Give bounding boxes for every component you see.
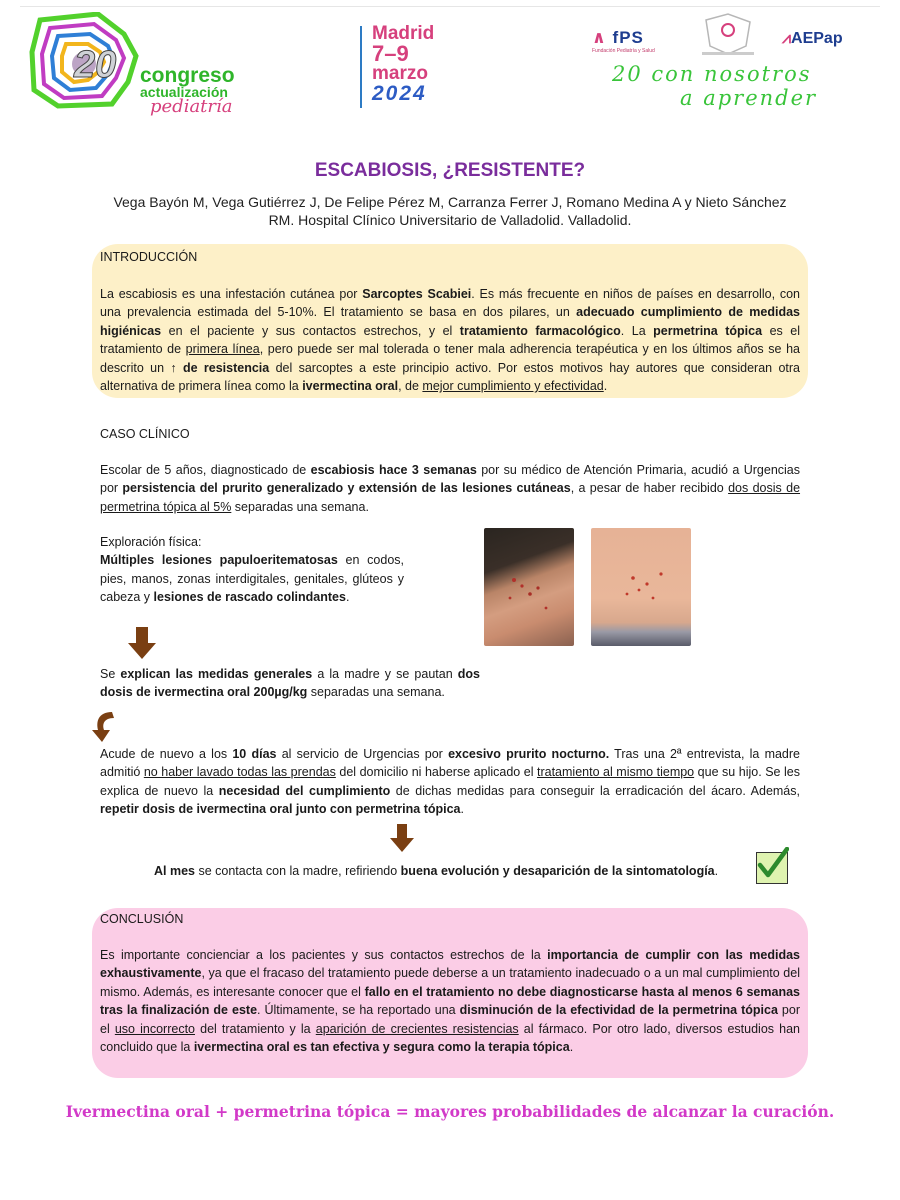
down-arrow-icon [390, 824, 414, 857]
revisit-text [100, 745, 800, 819]
event-year: 2024 [372, 82, 427, 105]
text: separadas una semana. [231, 499, 369, 514]
authors-affiliation: Vega Bayón M, Vega Gutiérrez J, De Felipe Pérez M, Carranza Ferrer J, Romano Medina A y Nieto Sánchez RM. Hospital Clínico Universitario de Valladolid. Valladolid. [113, 194, 787, 228]
text-bold: permetrina tópica [653, 323, 763, 338]
text-underline: no haber lavado todas las prendas [143, 765, 336, 780]
text: . La [620, 323, 654, 338]
down-arrow-shape [128, 627, 156, 659]
congress-specialty: pediatría [150, 96, 233, 117]
aepap-figure-icon: ⩘ [782, 30, 792, 47]
down-arrow-icon [128, 627, 156, 664]
text: , ya que el fracaso del tratamiento puede deberse a un tratamiento inadecuado o a un mal cumplimiento del mismo. Además, es interesante conocer que el [100, 966, 800, 999]
header-divider [360, 26, 362, 108]
text-bold: importancia de cumplir con las medidas exhaustivamente [100, 948, 800, 981]
text-bold: persistencia del prurito generalizado y extensión de las lesiones cutáneas [122, 481, 571, 496]
text-underline: primera línea [185, 342, 260, 357]
text-bold: Múltiples lesiones papuloeritematosas [100, 553, 338, 568]
text-bold: excesivo prurito nocturno. [448, 747, 610, 761]
physical-exam-heading: Exploración física: [100, 535, 202, 549]
text: se contacta con la madre, refiriendo [195, 864, 401, 878]
congress-word: congreso [140, 64, 235, 87]
physical-exam-text [100, 533, 404, 607]
hand-lesions-graphic [484, 528, 574, 646]
text-underline: tratamiento al mismo tiempo [537, 765, 695, 780]
text-bold: ivermectina oral [302, 379, 399, 394]
text: , a pesar de haber recibido [570, 481, 729, 496]
treatment-plan-text [100, 665, 480, 702]
society-emblem-icon [688, 12, 768, 58]
text-underline: aparición de crecientes resistencias [315, 1021, 519, 1036]
text-bold: dos dosis de ivermectina oral 200µg/kg [100, 667, 481, 700]
text-bold: explican las medidas generales [120, 667, 313, 681]
text: del tratamiento y la [195, 1021, 316, 1036]
text-bold: adecuado cumplimiento de medidas higiénicas [100, 305, 801, 338]
text: Es importante concienciar a los pacientes y sus contactos estrechos de la [100, 948, 548, 962]
event-city: Madrid [372, 23, 435, 44]
text: Acude de nuevo a los [100, 747, 233, 761]
text-bold: fallo en el tratamiento no debe diagnosticarse hasta al menos 6 semanas tras la finalización de este [100, 984, 800, 1018]
text-bold: buena evolución y desaparición de la sintomatología [400, 864, 715, 878]
checkmark-icon [756, 852, 788, 884]
down-arrow-shape [390, 824, 414, 852]
text: Escolar de 5 años, diagnosticado de [100, 463, 311, 477]
case-presentation-text [100, 461, 800, 516]
text: Se [100, 667, 121, 681]
text: , pero puede ser mal tolerada o tener mala adherencia terapéutica y en los últimos años se ha descrito un [100, 342, 800, 375]
text-underline: dos dosis de permetrina tópica al 5% [100, 481, 801, 514]
aepap-logo-text: AEPap [791, 30, 843, 47]
text-bold: Sarcoptes Scabiei [362, 287, 472, 301]
text: separadas una semana. [307, 685, 445, 700]
text-bold: tratamiento farmacológico [459, 323, 621, 338]
aepap-logo [782, 30, 843, 48]
congress-number: 20 [74, 44, 117, 86]
poster-title: ESCABIOSIS, ¿RESISTENTE? [314, 160, 586, 181]
text: del domicilio ni haberse aplicado el [335, 765, 537, 780]
introduction-text [100, 285, 800, 395]
conclusion-text [100, 946, 800, 1056]
event-days: 7–9 [372, 41, 409, 66]
text: es el tratamiento de [100, 323, 800, 357]
abdomen-lesions-graphic [591, 528, 691, 646]
text: en codos, pies, manos, zonas interdigitales, genitales, glúteos y cabeza y [100, 553, 404, 605]
congress-logo [28, 12, 258, 117]
society-emblem [688, 12, 768, 58]
text: de dichas medidas para conseguir la erradicación del ácaro. Además, [390, 783, 800, 798]
fps-logo: ∧ fPS Fundación Pediatría y Salud [592, 28, 682, 54]
text-bold: necesidad del cumplimiento [218, 783, 391, 798]
text: . [460, 802, 464, 817]
text: en el paciente y sus contactos estrechos, y el [161, 323, 460, 338]
text: al servicio de Urgencias por [276, 747, 449, 761]
text-bold: Al mes [154, 864, 195, 878]
slogan-line-2: a aprender [680, 86, 818, 110]
conclusion-heading: CONCLUSIÓN [100, 912, 184, 926]
top-rule [20, 6, 880, 7]
text: que su hijo. Se les explica de nuevo la [100, 765, 800, 798]
text-bold: repetir dosis de ivermectina oral junto con permetrina tópica [100, 802, 461, 817]
text: , de [398, 379, 423, 394]
text: . [569, 1040, 574, 1055]
text: . Últimamente, se ha reportado una [257, 1003, 460, 1018]
text: . [603, 379, 608, 394]
return-arrow-shape [92, 708, 118, 742]
congress-sub: actualización [140, 84, 228, 100]
event-month: marzo [372, 63, 428, 84]
text: . [345, 590, 350, 605]
final-statement: Ivermectina oral + permetrina tópica = mayores probabilidades de alcanzar la curación. [65, 1102, 835, 1121]
outcome-text [154, 862, 754, 880]
text-underline: uso incorrecto [114, 1021, 195, 1036]
clinical-photo-hand [484, 528, 574, 646]
text-bold: 10 días [232, 747, 277, 761]
fps-logo-sub: Fundación Pediatría y Salud [592, 48, 655, 54]
introduction-heading: INTRODUCCIÓN [100, 250, 198, 264]
text: Tras una 2ª entrevista, la madre admitió [100, 747, 800, 780]
checkmark-shape [755, 847, 789, 881]
clinical-photo-abdomen [591, 528, 691, 646]
return-arrow-icon [92, 708, 118, 747]
slogan [612, 62, 852, 110]
text: La escabiosis es una infestación cutánea por [100, 287, 363, 301]
text: . Es más frecuente en niños de países en desarrollo, con una prevalencia estimada del 5-10%. El tratamiento se basa en dos pilares, un [100, 287, 800, 320]
text-bold: disminución de la efectividad de la permetrina tópica [459, 1003, 778, 1018]
text-bold: ↑ de resistencia [170, 360, 270, 375]
text: del sarcoptes a este principio activo. Por estos motivos hay autores que consideran otra alternativa de primera línea como la [100, 360, 800, 394]
event-dates [372, 24, 462, 104]
slogan-line-1: 20 con nosotros [612, 62, 812, 86]
text: por su médico de Atención Primaria, acudió a Urgencias por [100, 463, 800, 496]
case-heading: CASO CLÍNICO [100, 427, 190, 441]
text: . [714, 864, 719, 878]
fps-logo-text: fPS [612, 28, 644, 47]
text-bold: lesiones de rascado colindantes [153, 590, 346, 605]
text: a la madre y se pautan [312, 667, 458, 681]
text-bold: escabiosis hace 3 semanas [310, 463, 477, 477]
text: por el [100, 1003, 801, 1036]
text-bold: ivermectina oral es tan efectiva y segura como la terapia tópica [193, 1040, 570, 1055]
text-underline: mejor cumplimiento y efectividad [422, 379, 604, 394]
text: al fármaco. Por otro lado, diversos estudios han concluido que la [100, 1021, 800, 1055]
